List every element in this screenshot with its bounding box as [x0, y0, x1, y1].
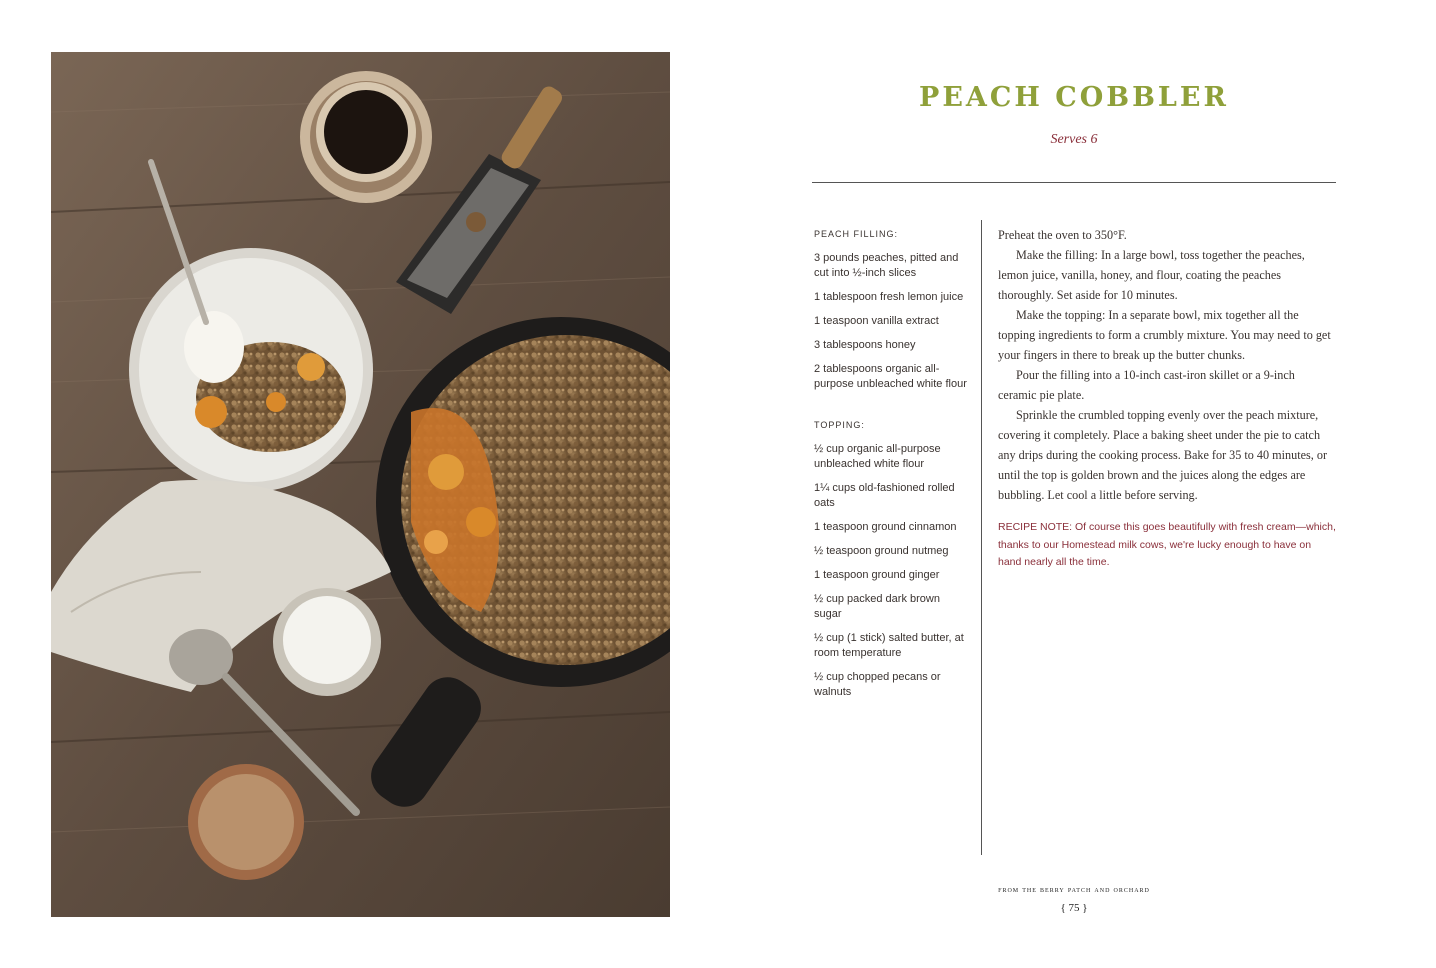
- ingredient-item: 1¼ cups old-fashioned rolled oats: [814, 482, 955, 509]
- ingredient-item: 1 teaspoon ground ginger: [814, 569, 940, 581]
- ingredient-item: 3 tablespoons honey: [814, 339, 916, 351]
- ingredients-list: [814, 227, 970, 709]
- ingredient-item: ½ cup packed dark brown sugar: [814, 593, 940, 620]
- header-divider: [812, 182, 1336, 183]
- method-step: Pour the filling into a 10-inch cast-iron skillet or a 9-inch ceramic pie plate.: [998, 368, 1295, 402]
- method-step: Preheat the oven to 350°F.: [998, 228, 1127, 242]
- recipe-photo: [51, 52, 670, 917]
- ingredient-item: 1 teaspoon ground cinnamon: [814, 521, 957, 533]
- coffee-cup: [300, 71, 432, 203]
- serves-count: Serves 6: [1050, 132, 1098, 147]
- column-divider: [981, 220, 982, 855]
- milk-glass: [273, 588, 381, 696]
- ingredient-item: 1 tablespoon fresh lemon juice: [814, 291, 964, 303]
- ingredient-item: ½ teaspoon ground nutmeg: [814, 545, 949, 557]
- method-text: [998, 225, 1336, 572]
- method-step: Sprinkle the crumbled topping evenly over the peach mixture, covering it completely. Place a baking sheet under the pie to catch any drips during the cooking process. Bake for 35 to 40 minutes, or until the top is golden brown and the juices along the edges are bubbling. Let cool a little before serving.: [998, 408, 1328, 502]
- page-number: { 75 }: [1060, 902, 1088, 914]
- ingredient-item: ½ cup (1 stick) salted butter, at room temperature: [814, 632, 964, 659]
- ingredient-item: ½ cup chopped pecans or walnuts: [814, 671, 941, 698]
- topping-heading: TOPPING:: [814, 420, 865, 430]
- method-step: Make the filling: In a large bowl, toss together the peaches, lemon juice, vanilla, honey, and flour, coating the peaches thoroughly. Set aside for 10 minutes.: [998, 248, 1305, 302]
- method-step: Make the topping: In a separate bowl, mix together all the topping ingredients to form a crumbly mixture. You may need to get your fingers in there to break up the butter chunks.: [998, 308, 1331, 362]
- section-footer: from the berry patch and orchard: [998, 884, 1150, 894]
- recipe-title: PEACH COBBLER: [919, 82, 1229, 113]
- peach-cobbler-photo: [51, 52, 670, 917]
- ingredient-item: 1 teaspoon vanilla extract: [814, 315, 939, 327]
- coffee-latte: [188, 764, 304, 880]
- recipe-note: RECIPE NOTE: Of course this goes beautifully with fresh cream—which, thanks to our Homestead milk cows, we're lucky enough to have on hand nearly all the time.: [998, 521, 1336, 568]
- ingredient-item: ½ cup organic all-purpose unbleached white flour: [814, 443, 941, 470]
- ingredient-item: 2 tablespoons organic all-purpose unbleached white flour: [814, 363, 967, 390]
- ingredient-item: 3 pounds peaches, pitted and cut into ½-inch slices: [814, 252, 959, 279]
- filling-heading: PEACH FILLING:: [814, 229, 899, 239]
